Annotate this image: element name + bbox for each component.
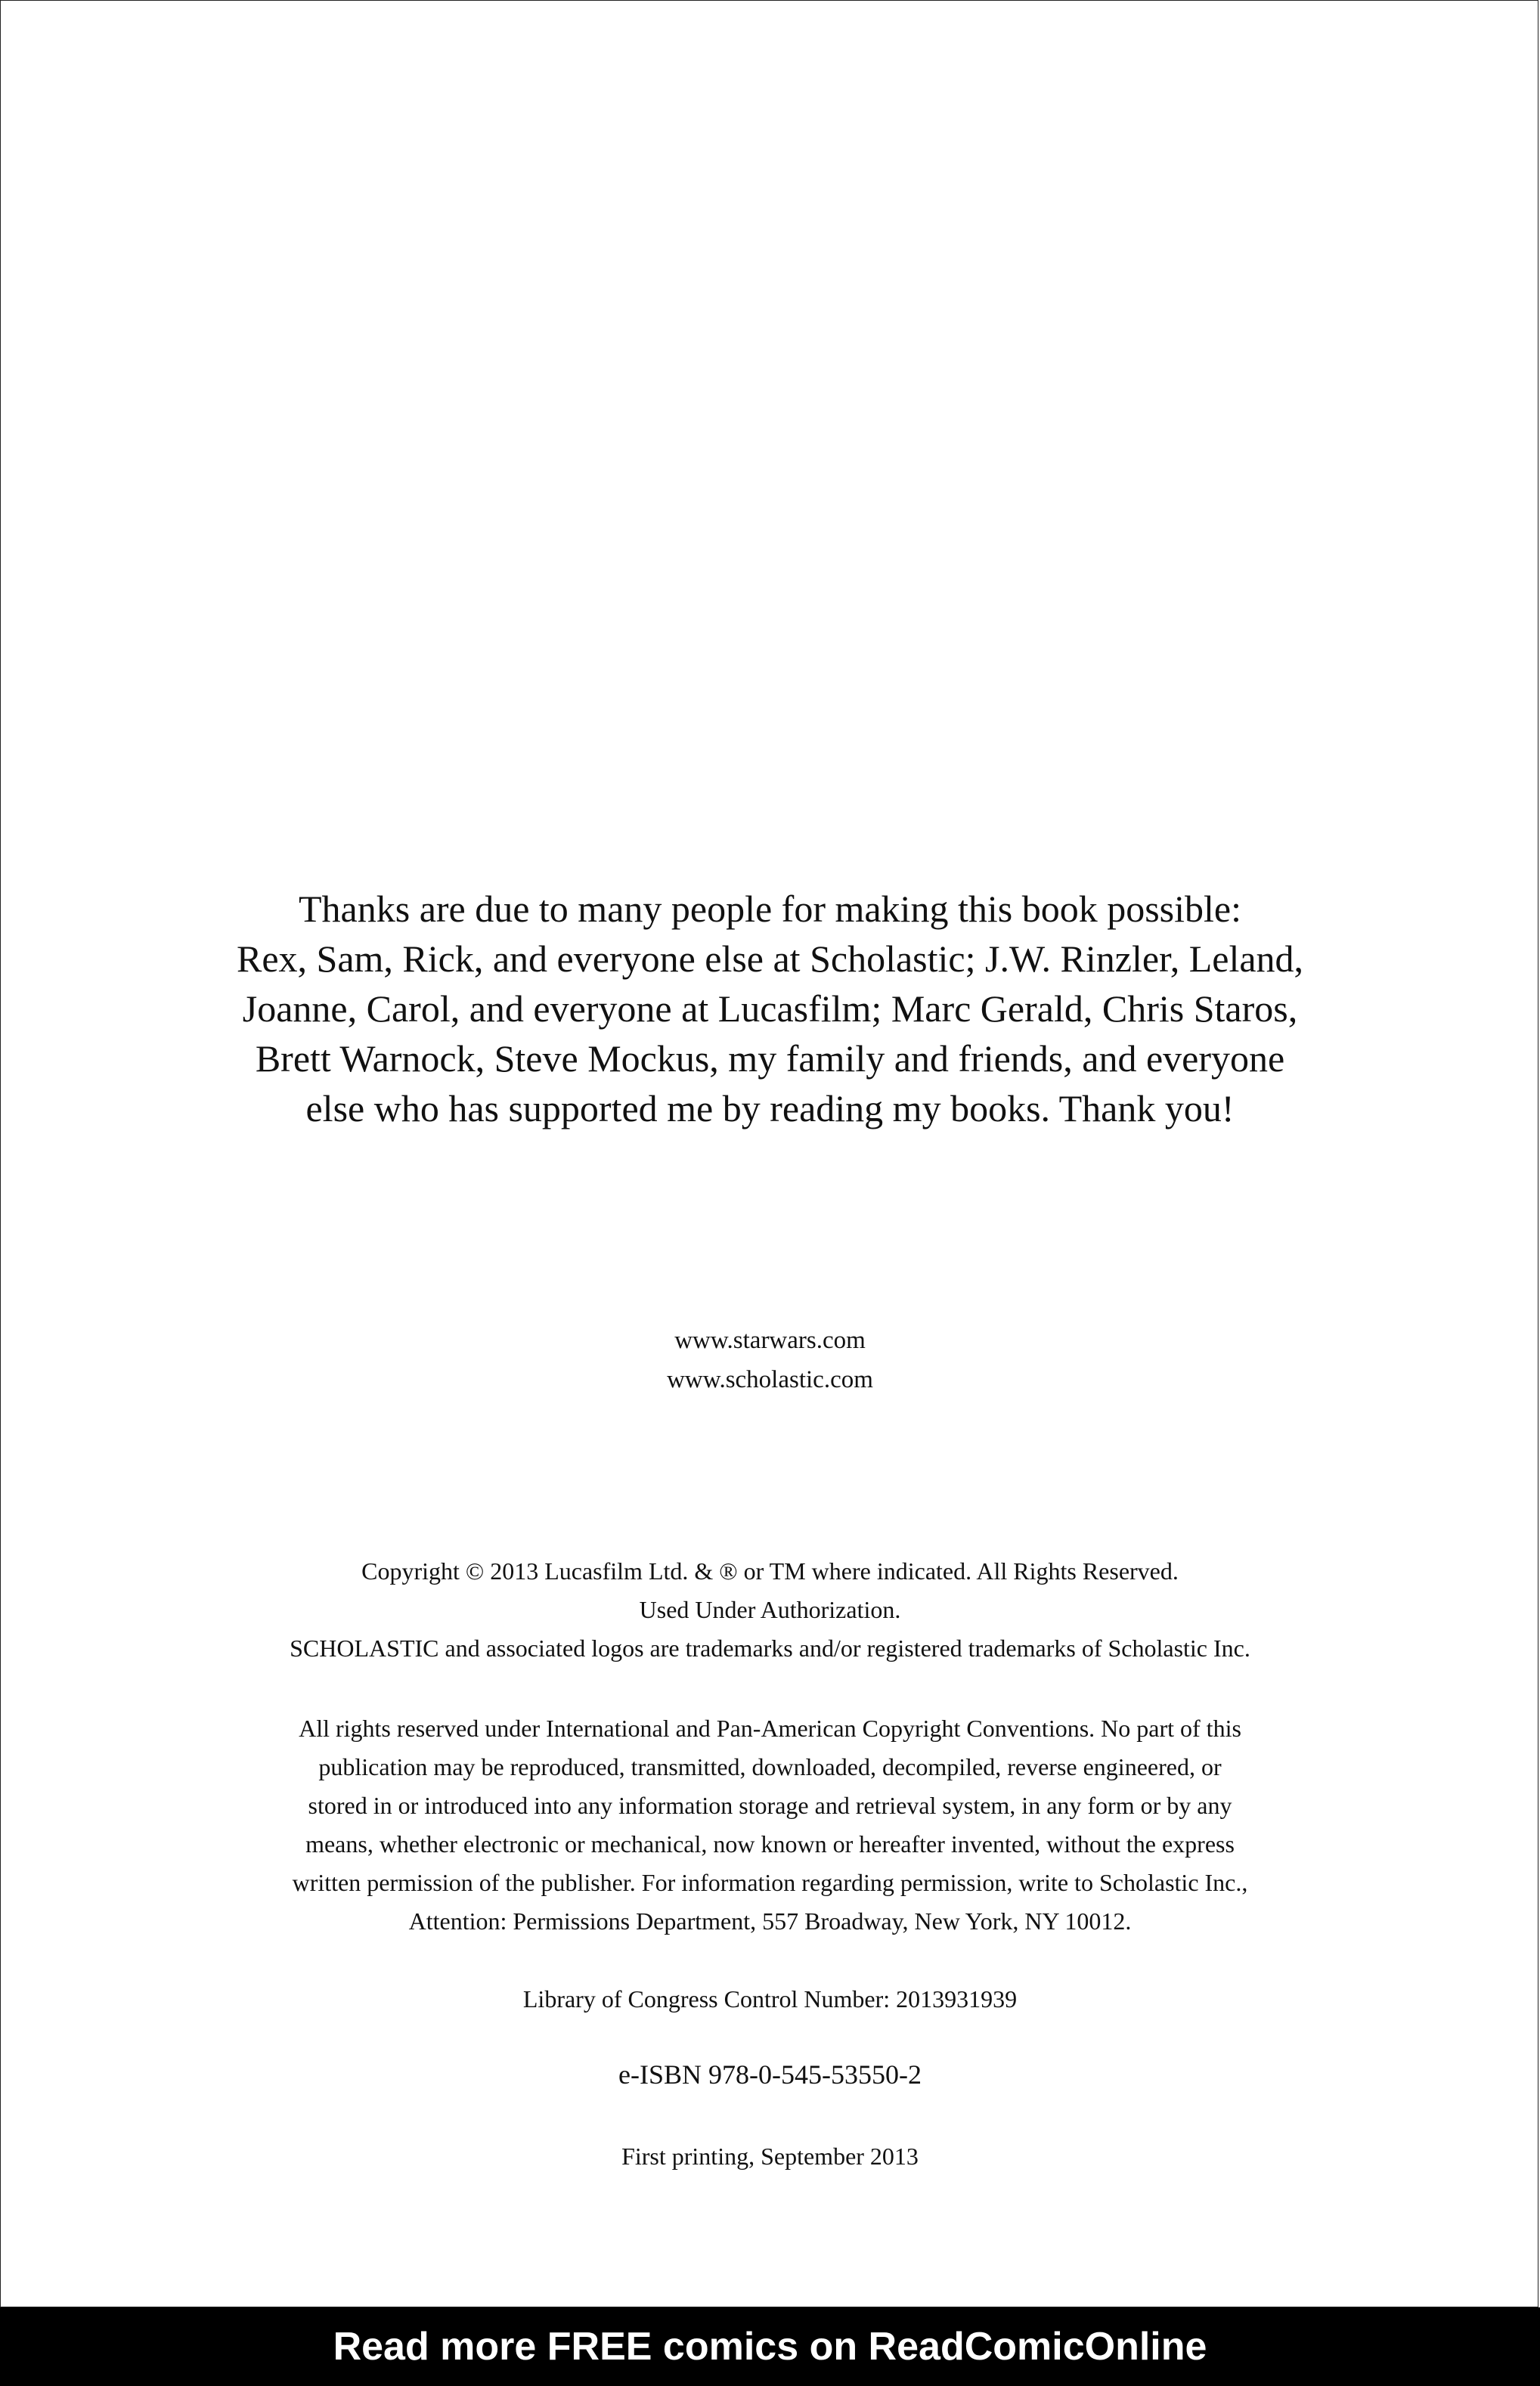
acknowledgments-line: Rex, Sam, Rick, and everyone else at Scholastic; J.W. Rinzler, Leland, [236,937,1304,980]
rights-notice [1,1709,1539,1941]
rights-line: means, whether electronic or mechanical, now known or hereafter invented, without the express [305,1830,1235,1858]
promo-banner[interactable] [0,2307,1540,2386]
rights-line: Attention: Permissions Department, 557 Broadway, New York, NY 10012. [408,1907,1132,1935]
copyright-line: Used Under Authorization. [639,1596,901,1623]
acknowledgments-line: Thanks are due to many people for making this book possible: [299,888,1241,930]
copyright-notice [1,1552,1539,1668]
rights-line: All rights reserved under International and Pan-American Copyright Conventions. No part of this [299,1715,1241,1742]
acknowledgments-line: Joanne, Carol, and everyone at Lucasfilm; Marc Gerald, Chris Staros, [242,987,1298,1030]
promo-banner-text: Read more FREE comics on ReadComicOnline [333,2325,1207,2369]
copyright-line: Copyright © 2013 Lucasfilm Ltd. & ® or TM where indicated. All Rights Reserved. [361,1557,1179,1585]
rights-line: stored in or introduced into any information storage and retrieval system, in any form or by any [308,1792,1232,1819]
scholastic-url: www.scholastic.com [667,1366,873,1393]
acknowledgments [1,884,1539,1133]
websites [1,1321,1539,1399]
lccn: Library of Congress Control Number: 2013931939 [522,1985,1018,2013]
acknowledgments-line: Brett Warnock, Steve Mockus, my family and friends, and everyone [255,1037,1285,1080]
copyright-line: SCHOLASTIC and associated logos are trademarks and/or registered trademarks of Scholastic Inc. [290,1635,1250,1662]
acknowledgments-line: else who has supported me by reading my books. Thank you! [305,1087,1235,1129]
rights-line: written permission of the publisher. For information regarding permission, write to Scholastic Inc., [292,1869,1248,1896]
rights-line: publication may be reproduced, transmitted, downloaded, decompiled, reverse engineered, or [318,1753,1222,1780]
isbn: e-ISBN 978-0-545-53550-2 [618,2059,922,2090]
starwars-url: www.starwars.com [674,1327,866,1354]
printing-info: First printing, September 2013 [621,2143,919,2170]
